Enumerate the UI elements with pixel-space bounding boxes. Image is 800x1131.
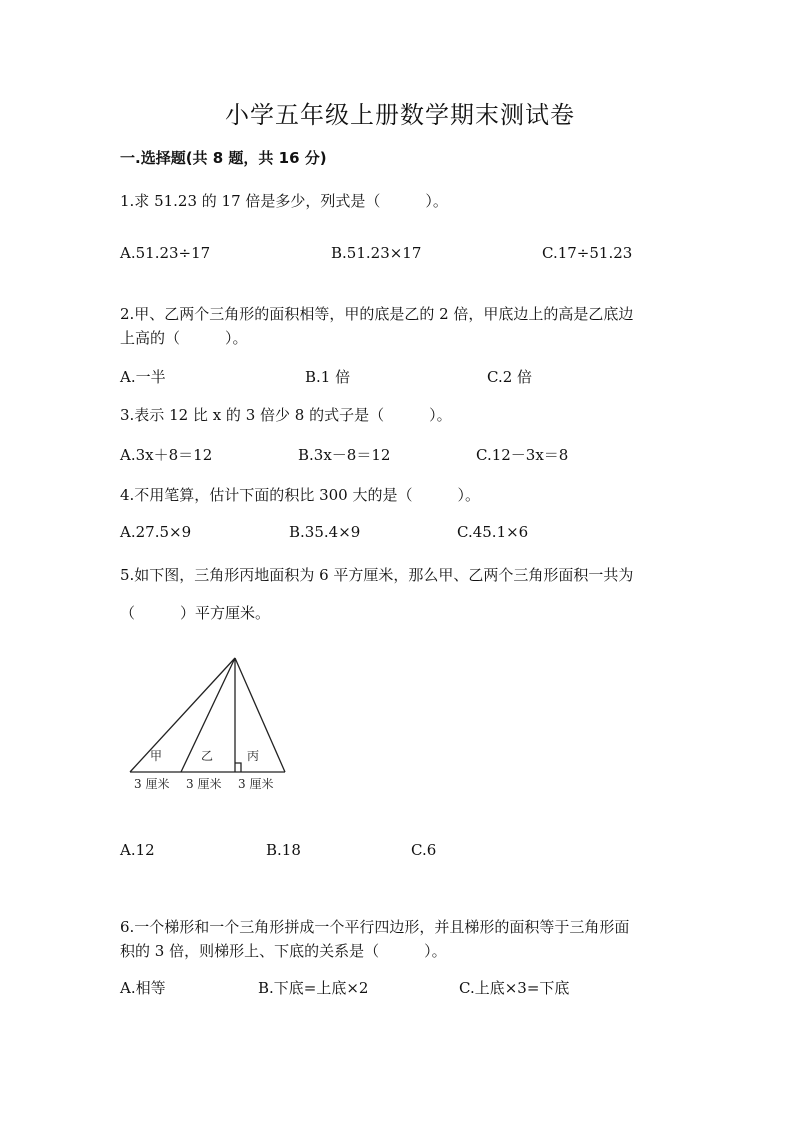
- figure-base-label-3: 3 厘米: [238, 777, 274, 791]
- question-6-option-a: A.相等: [120, 979, 166, 997]
- figure-label-jia: 甲: [150, 749, 163, 763]
- question-5-option-c: C.6: [411, 841, 437, 859]
- question-5-option-a: A.12: [120, 841, 155, 859]
- question-6-text-line1: 6.一个梯形和一个三角形拼成一个平行四边形，并且梯形的面积等于三角形面: [120, 918, 630, 936]
- question-3-text: 3.表示 12 比 x 的 3 倍少 8 的式子是（ ）。: [120, 406, 452, 424]
- question-2-option-a: A.一半: [120, 368, 166, 386]
- question-5-text-line1: 5.如下图，三角形丙地面积为 6 平方厘米，那么甲、乙两个三角形面积一共为: [120, 566, 634, 584]
- question-1-text: 1.求 51.23 的 17 倍是多少，列式是（ ）。: [120, 192, 448, 210]
- question-2-text-line1: 2.甲、乙两个三角形的面积相等，甲的底是乙的 2 倍，甲底边上的高是乙底边: [120, 305, 634, 323]
- figure-base-label-2: 3 厘米: [186, 777, 222, 791]
- question-6-option-c: C.上底×3=下底: [459, 979, 570, 997]
- question-3-option-c: C.12－3x＝8: [476, 446, 569, 464]
- figure-label-bing: 丙: [247, 749, 260, 763]
- section-heading: 一.选择题(共 8 题，共 16 分): [120, 149, 327, 167]
- question-6-text-line2: 积的 3 倍，则梯形上、下底的关系是（ ）。: [120, 942, 447, 960]
- question-1-option-c: C.17÷51.23: [542, 244, 633, 262]
- question-2-option-b: B.1 倍: [305, 368, 351, 386]
- question-2-option-c: C.2 倍: [487, 368, 533, 386]
- page-title: 小学五年级上册数学期末测试卷: [225, 101, 575, 129]
- figure-edge-left: [130, 658, 235, 772]
- question-5-text-line2: （ ）平方厘米。: [120, 604, 271, 622]
- question-4-text: 4.不用笔算，估计下面的积比 300 大的是（ ）。: [120, 486, 480, 504]
- question-1-option-b: B.51.23×17: [331, 244, 422, 262]
- question-6-option-b: B.下底=上底×2: [258, 979, 369, 997]
- question-4-option-a: A.27.5×9: [120, 523, 192, 541]
- figure-base-label-1: 3 厘米: [134, 777, 170, 791]
- figure-label-yi: 乙: [201, 749, 214, 763]
- question-1-option-a: A.51.23÷17: [120, 244, 211, 262]
- question-4-option-c: C.45.1×6: [457, 523, 529, 541]
- figure-edge-right: [235, 658, 285, 772]
- question-5-option-b: B.18: [266, 841, 301, 859]
- question-3-option-a: A.3x＋8＝12: [120, 446, 213, 464]
- question-2-text-line2: 上高的（ ）。: [120, 329, 248, 347]
- question-4-option-b: B.35.4×9: [289, 523, 361, 541]
- triangle-figure: [118, 648, 298, 798]
- question-3-option-b: B.3x－8＝12: [298, 446, 391, 464]
- right-angle-marker: [235, 763, 241, 772]
